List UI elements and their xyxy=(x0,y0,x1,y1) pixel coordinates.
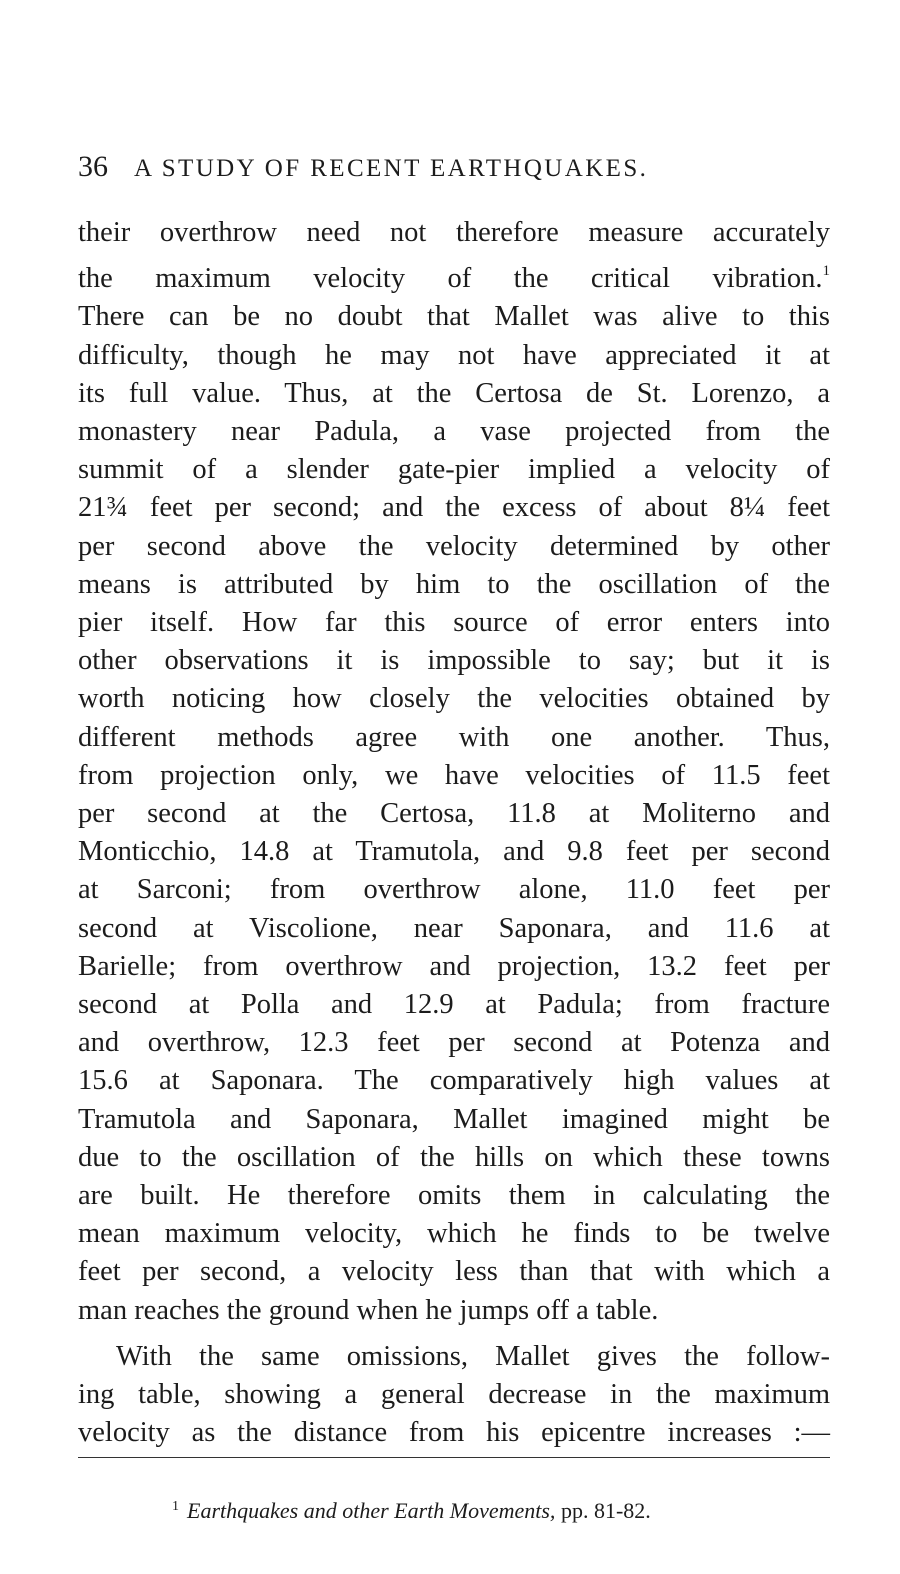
text-line: due to the oscillation of the hills on which these towns xyxy=(78,1141,830,1173)
text-line-with-footnote xyxy=(78,252,830,298)
running-header xyxy=(78,150,838,184)
text-line: mean maximum velocity, which he finds to be twelve xyxy=(78,1218,830,1250)
text-line: other observations it is impossible to say; but it is xyxy=(78,645,830,677)
footnote-divider xyxy=(78,1457,830,1458)
footnote xyxy=(172,1498,651,1524)
text-line: With the same omissions, Mallet gives the follow- xyxy=(116,1340,830,1372)
text-line: Monticchio, 14.8 at Tramutola, and 9.8 feet per second xyxy=(78,836,830,868)
body-text xyxy=(78,214,830,1453)
text-line: from projection only, we have velocities of 11.5 feet xyxy=(78,759,830,791)
text-line: Barielle; from overthrow and projection, 13.2 feet per xyxy=(78,950,830,982)
text-line: man reaches the ground when he jumps off a table. xyxy=(78,1294,659,1326)
text-line: Tramutola and Saponara, Mallet imagined might be xyxy=(78,1103,830,1135)
text-line: second at Viscolione, near Saponara, and 11.6 at xyxy=(78,912,830,944)
text-line: pier itself. How far this source of error enters into xyxy=(78,607,830,639)
text-line: There can be no doubt that Mallet was alive to this xyxy=(78,301,830,333)
text-line: feet per second, a velocity less than that with which a xyxy=(78,1256,830,1288)
text-line: per second at the Certosa, 11.8 at Moliterno and xyxy=(78,798,830,830)
text-line: and overthrow, 12.3 feet per second at Potenza and xyxy=(78,1027,830,1059)
text-line: per second above the velocity determined by other xyxy=(78,530,830,562)
text-line: ing table, showing a general decrease in the maximum xyxy=(78,1379,830,1411)
text-line: different methods agree with one another. Thus, xyxy=(78,721,830,753)
text-line: worth noticing how closely the velocities obtained by xyxy=(78,683,830,715)
footnote-reference: 1 xyxy=(822,263,830,280)
text-line: their overthrow need not therefore measure accurately xyxy=(78,217,830,248)
text-line: summit of a slender gate-pier implied a velocity of xyxy=(78,454,830,486)
text-line: means is attributed by him to the oscillation of the xyxy=(78,568,830,600)
text-line: difficulty, though he may not have appreciated it at xyxy=(78,339,830,371)
text-line: velocity as the distance from his epicentre increases :— xyxy=(78,1417,830,1449)
text-line: 21¾ feet per second; and the excess of about 8¼ feet xyxy=(78,492,830,524)
text-line: 15.6 at Saponara. The comparatively high values at xyxy=(78,1065,830,1097)
text-line: at Sarconi; from overthrow alone, 11.0 feet per xyxy=(78,874,830,906)
text-line: monastery near Padula, a vase projected from the xyxy=(78,416,830,448)
text-line-content: the maximum velocity of the critical vibration. xyxy=(78,263,823,295)
footnote-title: Earthquakes and other Earth Movements, xyxy=(187,1498,556,1523)
text-line: second at Polla and 12.9 at Padula; from fracture xyxy=(78,989,830,1021)
footnote-marker: 1 xyxy=(172,1499,179,1514)
running-title: A STUDY OF RECENT EARTHQUAKES. xyxy=(134,155,649,182)
footnote-pages: pp. 81-82. xyxy=(555,1498,651,1523)
paragraph-gap xyxy=(78,1330,830,1338)
page-number: 36 xyxy=(78,150,108,183)
text-line: are built. He therefore omits them in calculating the xyxy=(78,1180,830,1212)
text-line: its full value. Thus, at the Certosa de St. Lorenzo, a xyxy=(78,377,830,409)
